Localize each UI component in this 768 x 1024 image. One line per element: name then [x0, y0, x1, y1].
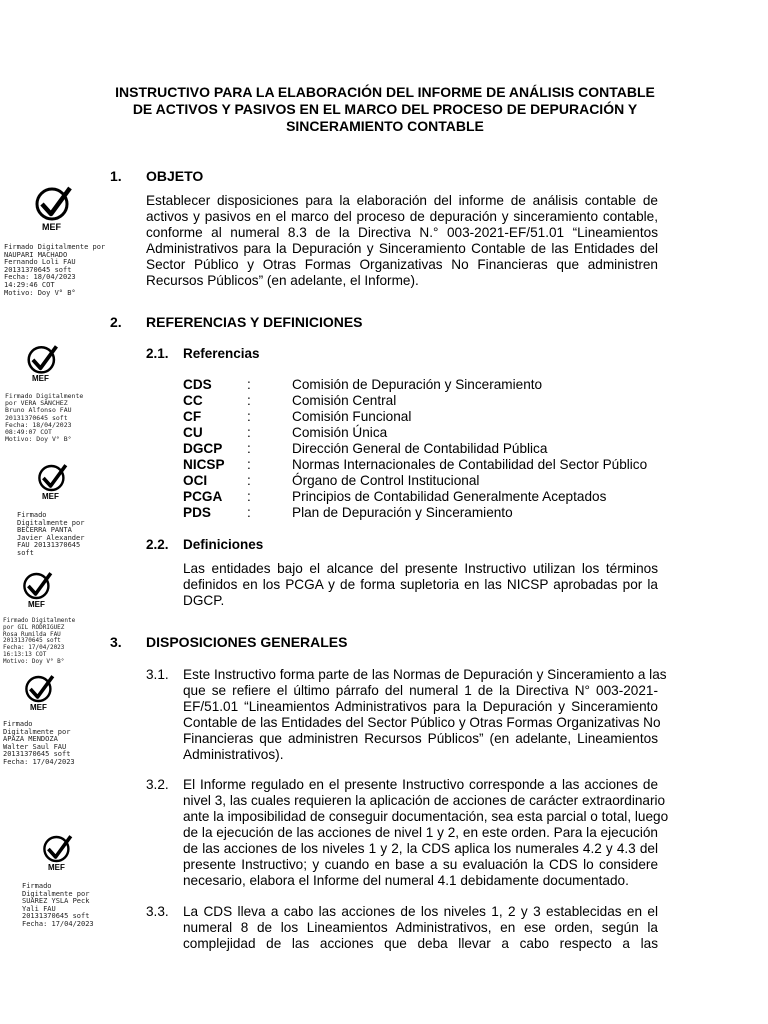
signature-line: 08:49:07 COT	[5, 428, 52, 437]
paragraph-line: necesario, elabora el Informe del numeral 4.1 debidamente documentado.	[183, 873, 629, 888]
signature-line: Fecha: 17/04/2023	[22, 919, 94, 928]
paragraph-line: Administrativos).	[183, 747, 284, 762]
signature-line: Rosa Rumilda FAU	[3, 630, 61, 638]
abbreviation: CF	[183, 409, 202, 424]
abbreviation-colon: :	[247, 393, 251, 408]
abbreviation-description: Órgano de Control Institucional	[292, 473, 480, 488]
signature-line: Digitalmente por	[22, 889, 90, 898]
signature-text	[4, 244, 105, 297]
signature-line: BECERRA PANTA	[17, 526, 72, 535]
signature-line: SUAREZ YSLA Peck	[22, 897, 90, 906]
signature-line: Firmado	[17, 511, 47, 519]
abbreviation-colon: :	[247, 377, 251, 392]
signature-text	[5, 393, 83, 443]
item-3-3-number: 3.3.	[146, 904, 169, 919]
signature-line: Firmado	[22, 882, 52, 890]
signature-line: Yali FAU	[22, 904, 56, 913]
signature-line: Firmado Digitalmente por	[4, 243, 106, 251]
paragraph-line: La CDS lleva a cabo las acciones de los niveles 1, 2 y 3 establecidas en el	[183, 904, 658, 919]
abbreviation-description: Comisión Única	[292, 425, 388, 440]
subsection-2-1-title: Referencias	[183, 346, 260, 361]
paragraph-line: complejidad de las acciones que deba llevar a cabo respecto a las	[183, 936, 658, 951]
paragraph-line: EF/51.01 “Lineamientos Administrativos para la Depuración y Sinceramiento	[183, 699, 658, 714]
section-3-title: DISPOSICIONES GENERALES	[146, 634, 348, 650]
signature-line: soft	[17, 548, 34, 557]
paragraph-line: que se refiere el último párrafo del numeral 1 de la Directiva N° 003-2021-	[183, 683, 658, 698]
signature-line: Bruno Alfonso FAU	[5, 406, 72, 415]
paragraph-line: numeral 8 de los Lineamientos Administrativos, en ese orden, según la	[183, 920, 658, 935]
definitions-paragraph	[183, 561, 658, 609]
signature-line: Fecha: 18/04/2023	[4, 273, 76, 282]
document-title	[110, 84, 660, 135]
signature-text	[22, 883, 94, 929]
signature-line: 20131370645 soft	[5, 413, 68, 422]
paragraph-line: de la ejecución de las acciones de nivel 1 y 2, en este orden. Para la ejecución	[183, 825, 658, 840]
item-3-3-paragraph	[183, 904, 658, 952]
paragraph-line: Las entidades bajo el alcance del presente Instructivo utilizan los términos	[183, 561, 658, 576]
signature-line: Fecha: 17/04/2023	[3, 757, 75, 766]
signature-line: 20131370645 soft	[4, 265, 72, 274]
abbreviation: CU	[183, 425, 203, 440]
paragraph-line: Financieras que administren Recursos Públicos” (en adelante, Lineamientos	[183, 731, 658, 746]
signature-line: Firmado Digitalmente	[5, 392, 84, 400]
paragraph-line: conforme al numeral 8.3 de la Directiva N.° 003-2021-EF/51.01 “Lineamientos	[146, 225, 658, 240]
abbreviation: PCGA	[183, 489, 223, 504]
item-3-2-number: 3.2.	[146, 777, 169, 792]
abbreviation-description: Plan de Depuración y Sinceramiento	[292, 505, 513, 520]
item-3-2-paragraph	[183, 777, 669, 889]
signature-line: FAU 20131370645	[17, 541, 81, 550]
section-1-title: OBJETO	[146, 168, 204, 184]
signature-line: 14:29:46 COT	[4, 280, 55, 289]
title-line: SINCERAMIENTO CONTABLE	[286, 118, 484, 134]
section-1-paragraph	[146, 193, 658, 289]
signature-line: Javier Alexander	[17, 533, 85, 542]
subsection-2-2-title: Definiciones	[183, 537, 264, 552]
signature-line: Fecha: 17/04/2023	[3, 644, 65, 652]
signature-line: 20131370645 soft	[3, 750, 71, 759]
paragraph-line: de las acciones de los niveles 1 y 2, la CDS aplica los numerales 4.2 y 4.3 del	[183, 841, 658, 856]
paragraph-line: Recursos Públicos” (en adelante, el Informe).	[146, 273, 419, 288]
abbreviation-colon: :	[247, 473, 251, 488]
section-3-number: 3.	[110, 634, 122, 650]
title-line: INSTRUCTIVO PARA LA ELABORACIÓN DEL INFORME DE ANÁLISIS CONTABLE	[115, 84, 655, 100]
abbreviation: CDS	[183, 377, 212, 392]
abbreviation: OCI	[183, 473, 208, 488]
signature-line: 20131370645 soft	[3, 637, 61, 645]
section-2-title: REFERENCIAS Y DEFINICIONES	[146, 314, 363, 330]
item-3-1-paragraph	[183, 667, 667, 763]
signature-line: 16:13:13 COT	[3, 650, 47, 658]
signature-text	[17, 512, 84, 558]
abbreviation-colon: :	[247, 457, 251, 472]
abbreviation: NICSP	[183, 457, 225, 472]
paragraph-line: nivel 3, las cuales requieren la aplicación de acciones de carácter extraordinario	[183, 793, 666, 808]
abbreviation-description: Comisión Funcional	[292, 409, 412, 424]
paragraph-line: Este Instructivo forma parte de las Normas de Depuración y Sinceramiento a las	[183, 667, 667, 682]
signature-line: Motivo: Doy V° B°	[4, 288, 76, 297]
paragraph-line: Establecer disposiciones para la elaboración del informe de análisis contable de	[146, 193, 658, 208]
abbreviation-colon: :	[247, 489, 251, 504]
section-1-number: 1.	[110, 168, 122, 184]
paragraph-line: presente Instructivo; y cuando en base a su evaluación la CDS lo considere	[183, 857, 658, 872]
signature-line: Firmado	[3, 720, 33, 728]
mef-label: MEF	[48, 863, 65, 872]
signature-line: Digitalmente por	[17, 518, 85, 527]
mef-label: MEF	[30, 703, 47, 712]
item-3-1-number: 3.1.	[146, 667, 169, 682]
abbreviation-colon: :	[247, 441, 251, 456]
title-line: DE ACTIVOS Y PASIVOS EN EL MARCO DEL PROCESO DE DEPURACIÓN Y	[132, 101, 638, 117]
mef-label: MEF	[42, 222, 61, 232]
paragraph-line: Sector Público y Otras Formas Organizativas No Financieras que administren	[146, 257, 658, 272]
abbreviation-description: Normas Internacionales de Contabilidad del Sector Público	[292, 457, 648, 472]
signature-line: NAUPARI MACHADO	[4, 250, 68, 259]
paragraph-line: Administrativos para la Depuración y Sinceramiento Contable de las Entidades del	[146, 241, 658, 256]
section-2-number: 2.	[110, 314, 122, 330]
paragraph-line: activos y pasivos en el marco del proceso de depuración y sinceramiento contable,	[146, 209, 658, 224]
signature-line: Fecha: 18/04/2023	[5, 420, 72, 429]
signature-line: Fernando Loli FAU	[4, 258, 76, 267]
signature-text	[3, 618, 75, 666]
abbreviation-description: Comisión Central	[292, 393, 397, 408]
signature-line: Digitalmente por	[3, 727, 71, 736]
mef-label: MEF	[42, 492, 59, 501]
signature-line: Motivo: Doy V° B°	[3, 657, 65, 665]
abbreviation-colon: :	[247, 409, 251, 424]
subsection-2-2-number: 2.2.	[146, 537, 169, 552]
mef-label: MEF	[28, 600, 45, 609]
subsection-2-1-number: 2.1.	[146, 346, 169, 361]
abbreviation: PDS	[183, 505, 211, 520]
signature-text	[3, 721, 75, 767]
abbreviation-description: Principios de Contabilidad Generalmente Aceptados	[292, 489, 607, 504]
abbreviation: CC	[183, 393, 203, 408]
paragraph-line: ante la imposibilidad de conseguir documentación, sea esta parcial o total, luego	[183, 809, 669, 824]
signature-line: Motivo: Doy V° B°	[5, 435, 72, 444]
paragraph-line: Contable de las Entidades del Sector Público y Otras Formas Organizativas No	[183, 715, 661, 730]
signature-line: por GIL RODRIGUEZ	[3, 623, 65, 631]
abbreviation-colon: :	[247, 425, 251, 440]
signature-line: Firmado Digitalmente	[3, 617, 76, 624]
signature-line: APAZA MENDOZA	[3, 735, 58, 744]
signature-line: Walter Saul FAU	[3, 742, 67, 751]
abbreviation-description: Comisión de Depuración y Sinceramiento	[292, 377, 543, 392]
signature-line: 20131370645 soft	[22, 912, 90, 921]
abbreviation-colon: :	[247, 505, 251, 520]
mef-label: MEF	[32, 374, 49, 383]
paragraph-line: DGCP.	[183, 593, 225, 608]
abbreviation: DGCP	[183, 441, 223, 456]
paragraph-line: definidos en los PCGA y de forma supletoria en las NICSP aprobadas por la	[183, 577, 658, 592]
abbreviation-description: Dirección General de Contabilidad Pública	[292, 441, 548, 456]
signature-line: por VERA SANCHEZ	[5, 399, 68, 408]
paragraph-line: El Informe regulado en el presente Instructivo corresponde a las acciones de	[183, 777, 658, 792]
